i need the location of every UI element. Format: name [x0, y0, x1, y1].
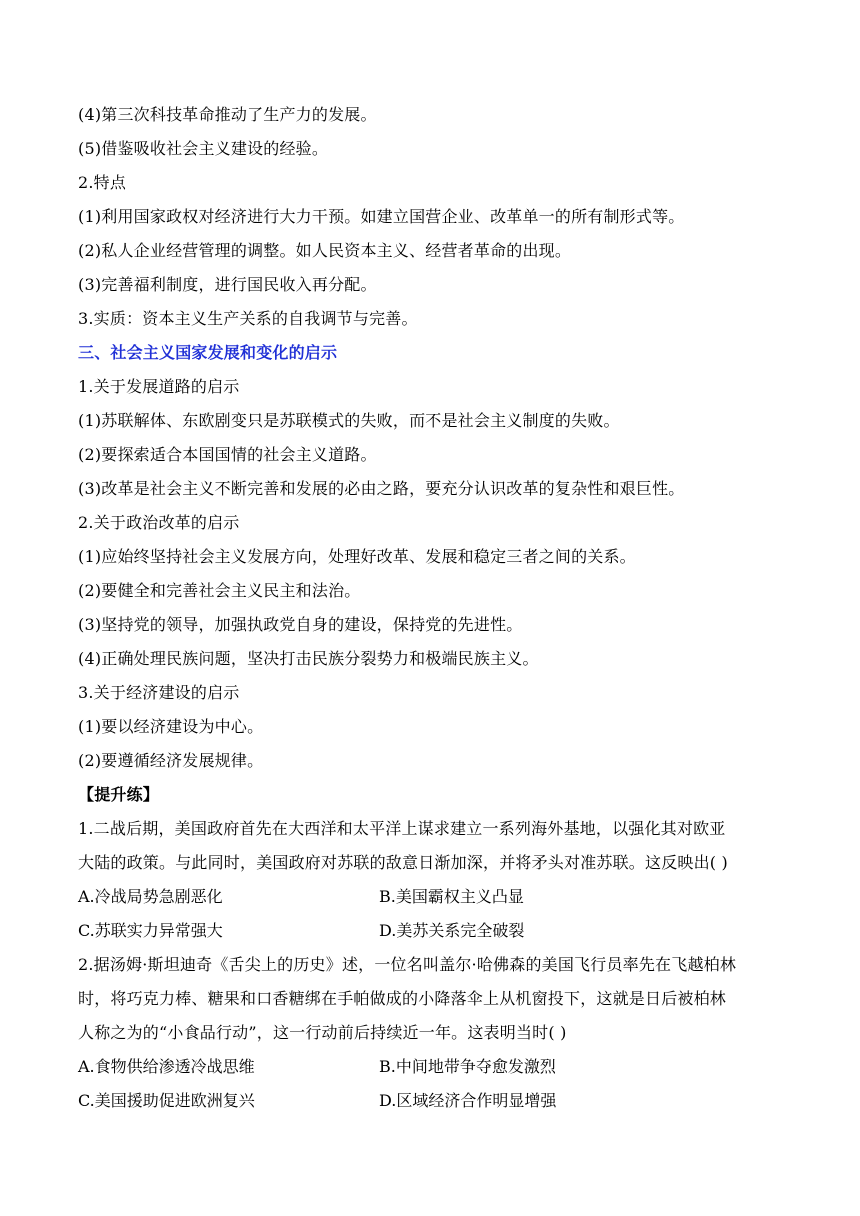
options-row [78, 1050, 788, 1084]
text-line: (3)坚持党的领导，加强执政党自身的建设，保持党的先进性。 [78, 615, 523, 634]
question-stem-line: 人称之为的“小食品行动”，这一行动前后持续近一年。这表明当时( ) [78, 1023, 567, 1042]
text-line: 3.实质：资本主义生产关系的自我调节与完善。 [78, 309, 418, 328]
text-line: (1)利用国家政权对经济进行大力干预。如建立国营企业、改革单一的所有制形式等。 [78, 207, 685, 226]
text-line: (2)要遵循经济发展规律。 [78, 751, 264, 770]
text-line: 1.关于发展道路的启示 [78, 377, 240, 396]
text-line: (2)私人企业经营管理的调整。如人民资本主义、经营者革命的出现。 [78, 241, 572, 260]
question-stem-line: 时，将巧克力棒、糖果和口香糖绑在手帕做成的小降落伞上从机窗投下，这就是日后被柏林 [78, 989, 727, 1008]
text-line: (4)正确处理民族问题，坚决打击民族分裂势力和极端民族主义。 [78, 649, 539, 668]
option-a: A.冷战局势急剧恶化 [78, 887, 223, 906]
options-row [78, 914, 788, 948]
options-row [78, 1084, 788, 1118]
question-stem-line: 大陆的政策。与此同时，美国政府对苏联的敌意日渐加深，并将矛头对准苏联。这反映出( ) [78, 853, 728, 872]
text-line: (1)应始终坚持社会主义发展方向，处理好改革、发展和稳定三者之间的关系。 [78, 547, 636, 566]
question-2 [78, 948, 788, 1118]
option-b: B.美国霸权主义凸显 [379, 887, 524, 906]
text-line: (2)要健全和完善社会主义民主和法治。 [78, 581, 361, 600]
question-stem-line: 2.据汤姆·斯坦迪奇《舌尖上的历史》述，一位名叫盖尔·哈佛森的美国飞行员率先在飞越柏林 [78, 955, 737, 974]
text-line: (1)苏联解体、东欧剧变只是苏联模式的失败，而不是社会主义制度的失败。 [78, 411, 620, 430]
text-line: (1)要以经济建设为中心。 [78, 717, 264, 736]
question-1 [78, 812, 788, 948]
option-c: C.苏联实力异常强大 [78, 921, 223, 940]
option-c: C.美国援助促进欧洲复兴 [78, 1091, 255, 1110]
text-line: (3)改革是社会主义不断完善和发展的必由之路，要充分认识改革的复杂性和艰巨性。 [78, 479, 685, 498]
options-row [78, 880, 788, 914]
option-d: D.区域经济合作明显增强 [379, 1091, 557, 1110]
text-line: (5)借鉴吸收社会主义建设的经验。 [78, 139, 329, 158]
text-line: 3.关于经济建设的启示 [78, 683, 240, 702]
text-line: (3)完善福利制度，进行国民收入再分配。 [78, 275, 377, 294]
text-line: (4)第三次科技革命推动了生产力的发展。 [78, 105, 377, 124]
option-d: D.美苏关系完全破裂 [379, 921, 525, 940]
text-line: 2.特点 [78, 173, 127, 192]
option-a: A.食物供给渗透冷战思维 [78, 1057, 255, 1076]
section-heading: 三、社会主义国家发展和变化的启示 [78, 343, 338, 362]
text-line: 2.关于政治改革的启示 [78, 513, 240, 532]
practice-heading: 【提升练】 [78, 785, 160, 804]
document-page [78, 98, 788, 1118]
text-line: (2)要探索适合本国国情的社会主义道路。 [78, 445, 377, 464]
question-stem-line: 1.二战后期，美国政府首先在大西洋和太平洋上谋求建立一系列海外基地，以强化其对欧亚 [78, 819, 726, 838]
option-b: B.中间地带争夺愈发激烈 [379, 1057, 556, 1076]
